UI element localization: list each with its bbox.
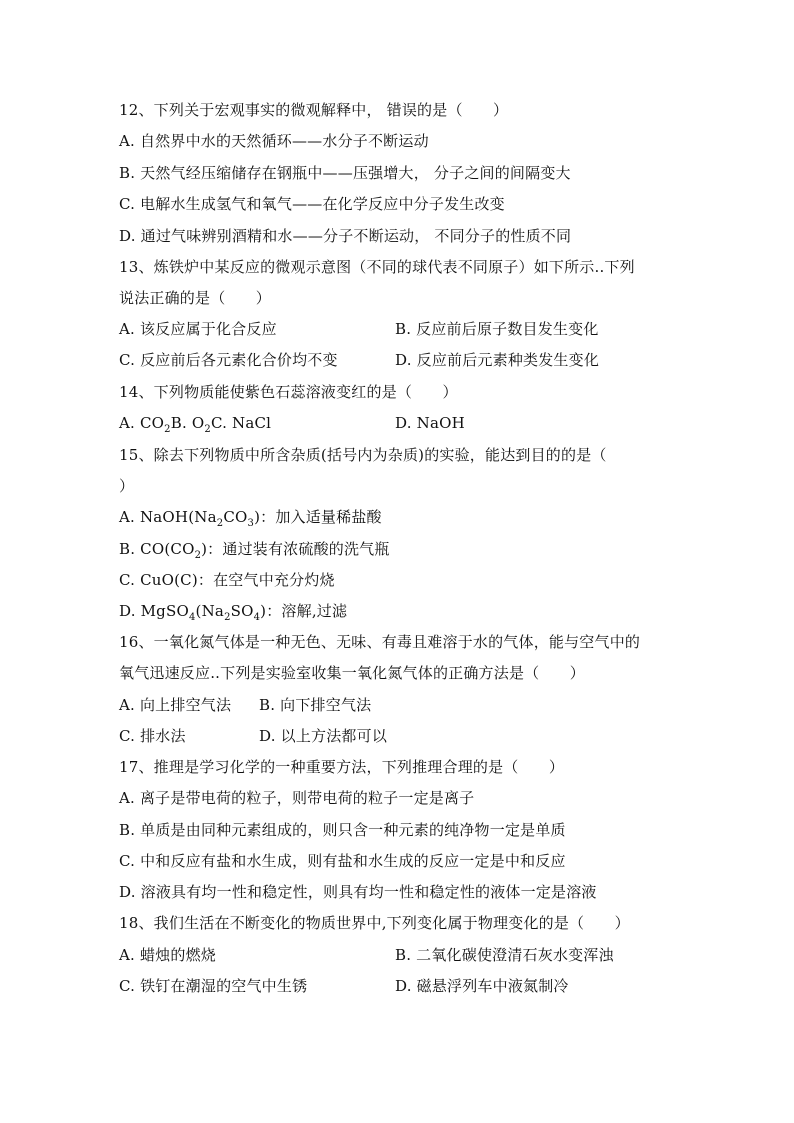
q15-stem-line2: ） [119, 477, 135, 495]
q15-option-d: D. $MgSO_4(Na_2SO_4)$：溶解,过滤 [119, 602, 348, 623]
q16-stem-line2: 氧气迅速反应..下列是实验室收集一氧化氮气体的正确方法是（ ） [119, 664, 585, 682]
q16-option-b: B. 向下排空气法 [259, 696, 372, 714]
q14-option-a: A. $CO_2$ [119, 414, 171, 435]
q13-stem-line2: 说法正确的是（ ） [119, 289, 272, 307]
q12-option-c: C. 电解水生成氢气和氧气——在化学反应中分子发生改变 [119, 195, 505, 213]
q17-option-b: B. 单质是由同种元素组成的，则只含一种元素的纯净物一定是单质 [119, 821, 566, 839]
q17-option-d: D. 溶液具有均一性和稳定性，则具有均一性和稳定性的液体一定是溶液 [119, 883, 597, 901]
q15-option-a: A. $NaOH(Na_2CO_3)$：加入适量稀盐酸 [119, 508, 382, 529]
q13-option-b: B. 反应前后原子数目发生变化 [395, 320, 599, 338]
q18-stem: 18、我们生活在不断变化的物质世界中,下列变化属于物理变化的是（ ） [119, 914, 630, 932]
q16-option-a: A. 向上排空气法 [119, 696, 232, 714]
q13-option-a: A. 该反应属于化合反应 [119, 320, 277, 338]
q18-option-a: A. 蜡烛的燃烧 [119, 946, 216, 964]
q12-option-b: B. 天然气经压缩储存在钢瓶中——压强增大， 分子之间的间隔变大 [119, 164, 571, 182]
q17-stem: 17、推理是学习化学的一种重要方法，下列推理合理的是（ ） [119, 758, 565, 776]
q13-option-d: D. 反应前后元素种类发生变化 [395, 351, 600, 369]
q16-option-c: C. 排水法 [119, 727, 186, 745]
q13-option-c: C. 反应前后各元素化合价均不变 [119, 351, 338, 369]
q13-options-row2 [119, 349, 600, 371]
q16-options-row1 [119, 694, 372, 716]
q12-option-a: A. 自然界中水的天然循环——水分子不断运动 [119, 132, 429, 150]
q13-stem-line1: 13、炼铁炉中某反应的微观示意图（不同的球代表不同原子）如下所示..下列 [119, 258, 635, 276]
q15-option-c: C. CuO(C)：在空气中充分灼烧 [119, 571, 335, 589]
q13-options-row1 [119, 318, 599, 340]
q14-option-d: D. NaOH [395, 414, 465, 432]
q14-option-b: B. $O_2$ [170, 414, 211, 435]
q18-option-d: D. 磁悬浮列车中液氮制冷 [395, 977, 569, 995]
q16-option-d: D. 以上方法都可以 [259, 727, 388, 745]
q18-options-row1 [119, 944, 614, 966]
q18-option-b: B. 二氧化碳使澄清石灰水变浑浊 [395, 946, 614, 964]
q16-stem-line1: 16、一氧化氮气体是一种无色、无味、有毒且难溶于水的气体，能与空气中的 [119, 633, 641, 651]
q14-option-c: C. NaCl [210, 414, 272, 432]
q17-option-c: C. 中和反应有盐和水生成，则有盐和水生成的反应一定是中和反应 [119, 852, 566, 870]
q15-stem-line1: 15、除去下列物质中所含杂质(括号内为杂质)的实验，能达到目的的是（ [119, 446, 607, 464]
q12-option-d: D. 通过气味辨别酒精和水——分子不断运动， 不同分子的性质不同 [119, 227, 572, 245]
q17-option-a: A. 离子是带电荷的粒子，则带电荷的粒子一定是离子 [119, 789, 475, 807]
q14-stem: 14、下列物质能使紫色石蕊溶液变红的是（ ） [119, 383, 458, 401]
q14-options-row [119, 412, 465, 435]
q15-option-b: B. $CO(CO_2)$：通过装有浓硫酸的洗气瓶 [119, 540, 390, 561]
q18-options-row2 [119, 975, 569, 997]
q18-option-c: C. 铁钉在潮湿的空气中生锈 [119, 977, 308, 995]
q16-options-row2 [119, 725, 388, 747]
q12-stem: 12、下列关于宏观事实的微观解释中， 错误的是（ ） [119, 101, 509, 119]
